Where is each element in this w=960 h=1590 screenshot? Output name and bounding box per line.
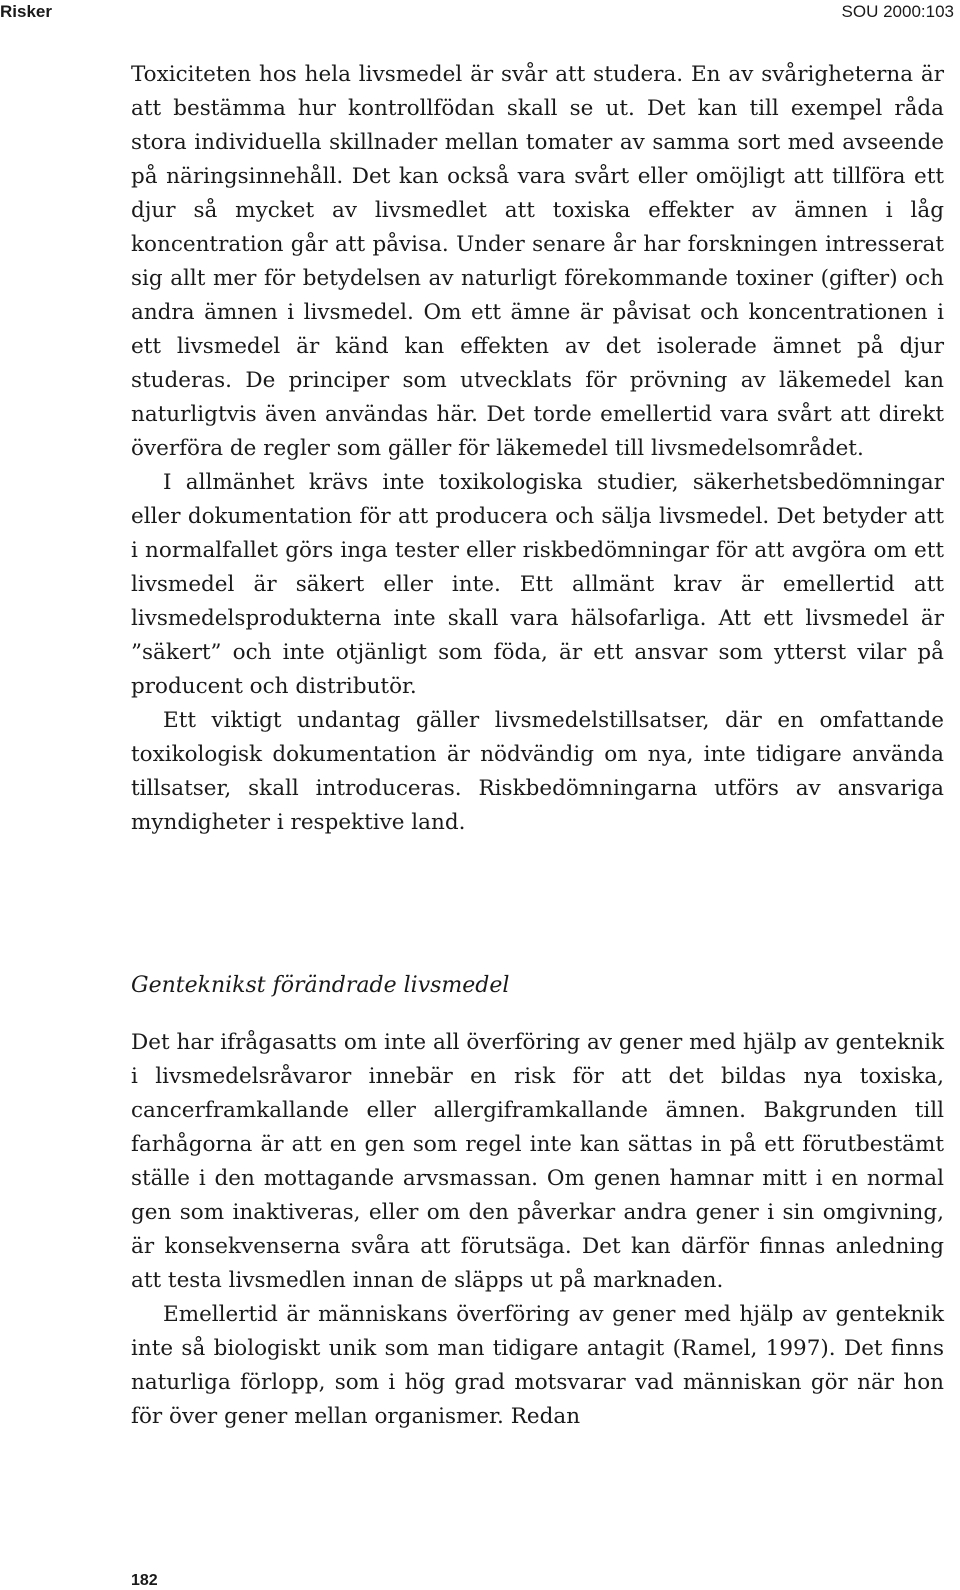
paragraph: Ett viktigt undantag gäller livsmedelstillsatser, där en omfattande toxikologisk dokumentation är nödvändig om nya, inte tidigare använda tillsatser, skall introduceras. Riskbedömningarna utförs av ansvariga myndigheter i respektive land. [131, 708, 944, 835]
paragraph: I allmänhet krävs inte toxikologiska studier, säkerhetsbedömningar eller dokumentation för att producera och sälja livsmedel. Det betyder att i normalfallet görs inga tester eller riskbedömningar för att avgöra om ett livsmedel är säkert eller inte. Ett allmänt krav är emellertid att livsmedelsprodukterna inte skall vara hälsofarliga. Att ett livsmedel är ”säkert” och inte otjänligt som föda, är ett ansvar som ytterst vilar på producent och distributör. [131, 470, 944, 699]
body-text-bottom [131, 1026, 944, 1434]
paragraph: Det har ifrågasatts om inte all överföring av gener med hjälp av genteknik i livsmedelsråvaror innebär en risk för att det bildas nya toxiska, cancerframkallande eller allergiframkallande ämnen. Bakgrunden till farhågorna är att en gen som regel inte kan sättas in på ett förutbestämt ställe i den mottagande arvsmassan. Om genen hamnar mitt i en normal gen som inaktiveras, eller om den påverkar andra gener i sin omgivning, är konsekvenserna svåra att förutsäga. Det kan därför finnas anledning att testa livsmedlen innan de släpps ut på marknaden. [131, 1030, 944, 1293]
page-number: 182 [131, 1572, 158, 1589]
header-section-title: Risker [0, 2, 52, 21]
paragraph: Emellertid är människans överföring av gener med hjälp av genteknik inte så biologiskt unik som man tidigare antagit (Ramel, 1997). Det finns naturliga förlopp, som i hög grad motsvarar vad människan gör när hon för över gener mellan organismer. Redan [131, 1302, 944, 1429]
running-header [0, 0, 960, 24]
paragraph: Toxiciteten hos hela livsmedel är svår att studera. En av svårigheterna är att bestämma hur kontrollfödan skall se ut. Det kan till exempel råda stora individuella skillnader mellan tomater av samma sort med avseende på näringsinnehåll. Det kan också vara svårt eller omöjligt att tillföra ett djur så mycket av livsmedlet att toxiska effekter av ämnen i låg koncentration går att påvisa. Under senare år har forskningen intresserat sig allt mer för betydelsen av naturligt förekommande toxiner (gifter) och andra ämnen i livsmedel. Om ett ämne är påvisat och koncentrationen i ett livsmedel är känd kan effekten av det isolerade ämnet på djur studeras. De principer som utvecklats för prövning av läkemedel kan naturligtvis även användas här. Det torde emellertid vara svårt att direkt överföra de regler som gäller för läkemedel till livsmedelsområdet. [131, 62, 944, 461]
section-heading: Genteknikst förändrade livsmedel [131, 973, 510, 998]
header-report-id: SOU 2000:103 [841, 2, 954, 21]
body-text-top [131, 58, 944, 840]
